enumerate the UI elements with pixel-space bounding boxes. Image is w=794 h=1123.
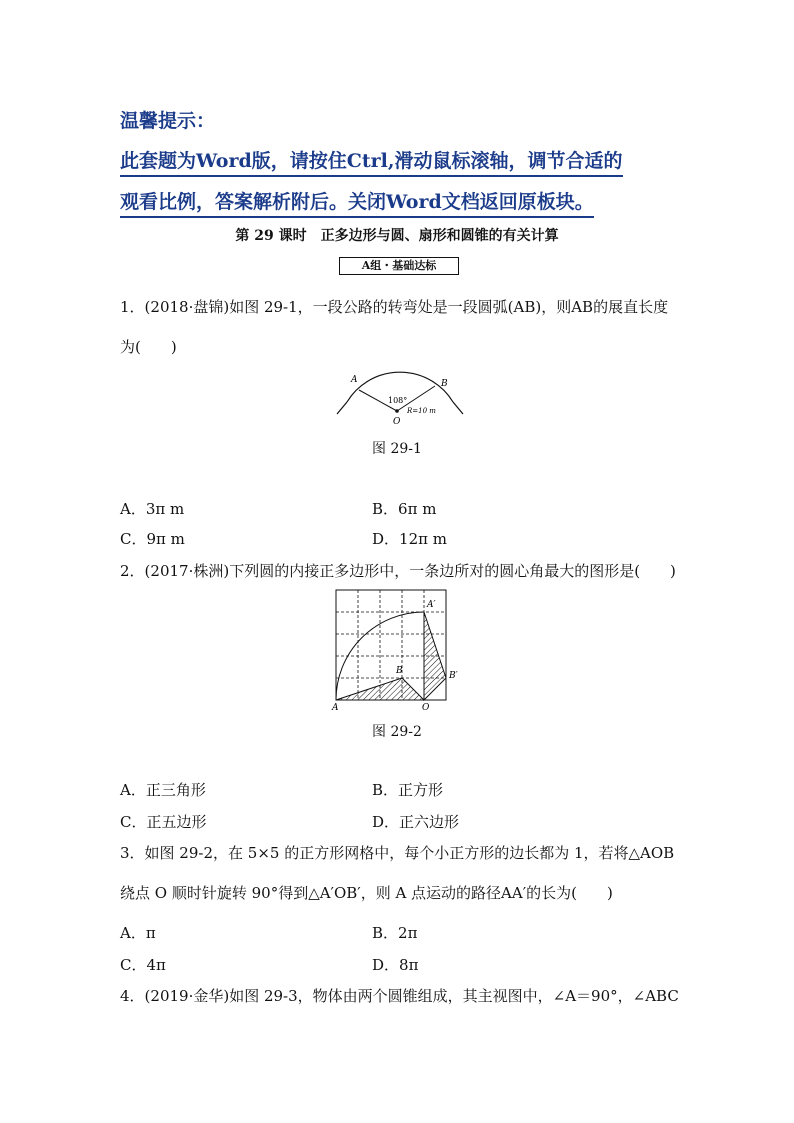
label-b: B <box>396 666 403 676</box>
lesson-title: 第 29 课时 正多边形与圆、扇形和圆锥的有关计算 <box>235 228 559 244</box>
q3-line-1: 3．如图 29-2，在 5×5 的正方形网格中，每个小正方形的边长都为 1，若将△AOB <box>120 844 675 862</box>
figure-29-1 <box>335 358 465 430</box>
q2-line-1: 2．(2017·株洲)下列圆的内接正多边形中，一条边所对的圆心角最大的图形是( ) <box>120 562 676 580</box>
label-a: A <box>332 703 339 713</box>
road-left <box>337 402 347 414</box>
label-angle: 108° <box>388 396 408 405</box>
q2-option-b: B．正方形 <box>372 781 444 799</box>
q2-option-c: C．正五边形 <box>120 813 207 831</box>
label-radius: R=10 m <box>407 407 436 415</box>
label-b: B <box>441 379 448 389</box>
center-o <box>395 409 399 413</box>
tip-line-2: 观看比例，答案解析附后。关闭Word文档返回原板块。 <box>120 187 594 218</box>
label-o: O <box>422 703 430 713</box>
q4-line-1: 4．(2019·金华)如图 29-3，物体由两个圆锥组成，其主视图中，∠A＝90°，∠ABC <box>120 987 679 1005</box>
label-a-prime: A′ <box>427 600 436 610</box>
q1-option-d: D．12π m <box>372 530 447 548</box>
road-right <box>453 402 463 414</box>
label-a: A <box>351 375 358 385</box>
q1-line-2: 为( ) <box>120 338 177 356</box>
q1-option-b: B．6π m <box>372 500 437 518</box>
q3-option-d: D．8π <box>372 956 419 974</box>
group-badge: A组・基础达标 <box>339 257 459 275</box>
q2-option-d: D．正六边形 <box>372 813 460 831</box>
q1-line-1: 1．(2018·盘锦)如图 29-1，一段公路的转弯处是一段圆弧(AB)，则AB的展直长度 <box>120 298 669 316</box>
figure-29-2-caption: 图 29-2 <box>372 724 422 740</box>
q3-line-2: 绕点 O 顺时针旋转 90°得到△A′OB′，则 A 点运动的路径AA′的长为( ) <box>120 884 613 902</box>
q2-option-a: A．正三角形 <box>120 781 206 799</box>
q3-option-b: B．2π <box>372 924 418 942</box>
q3-option-c: C．4π <box>120 956 166 974</box>
q3-option-a: A．π <box>120 924 156 942</box>
tip-line-1: 此套题为Word版，请按住Ctrl,滑动鼠标滚轴，调节合适的 <box>120 146 623 177</box>
figure-29-1-caption: 图 29-1 <box>372 441 422 457</box>
tip-title: 温馨提示： <box>120 110 216 132</box>
q1-option-a: A．3π m <box>120 500 185 518</box>
figure-29-2 <box>326 584 476 714</box>
label-b-prime: B′ <box>449 671 458 681</box>
label-o: O <box>393 417 401 427</box>
q1-option-c: C．9π m <box>120 530 185 548</box>
